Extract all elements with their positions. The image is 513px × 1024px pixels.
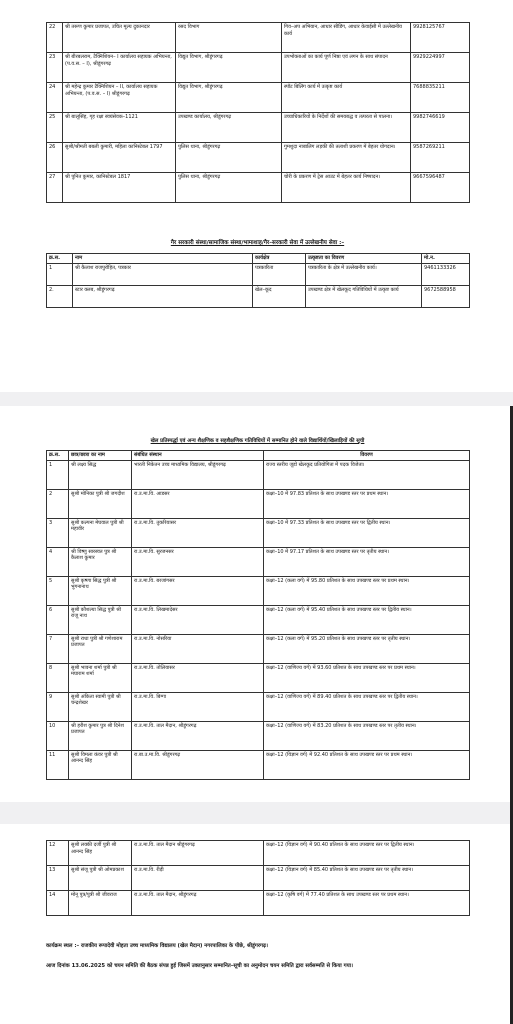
cell-mobile: 9461133326 <box>422 263 470 285</box>
cell-desc: कक्षा–10 में 97.83 प्रतिशत के साथ उपखण्ड स्तर पर प्रथम स्थान। <box>264 489 470 518</box>
col-header-institution: संबंधित संस्थान <box>132 451 264 461</box>
cell-name: सुश्री राधा पुत्री श्री गणेशाराम प्रजापत <box>69 634 132 663</box>
ngo-table <box>46 253 470 308</box>
table-row <box>47 750 470 779</box>
cell-sn: 2. <box>47 285 73 307</box>
cell-sn: 12 <box>47 841 69 866</box>
col-header-name: नाम <box>73 254 253 264</box>
cell-sn: 27 <box>47 173 63 203</box>
cell-name: सुश्री विमला कंवर पुत्री श्री आनन्द सिंह <box>69 750 132 779</box>
cell-dept: विद्युत विभाग, श्रीडूंगरगढ़ <box>176 53 282 83</box>
cell-inst: रा.उ.मा.वि. आडसर <box>132 489 264 518</box>
page-gap-1 <box>0 392 513 406</box>
cell-inst: भारती निकेतन उच्च माध्यमिक विद्यालय, श्रीडूंगरगढ़ <box>132 460 264 489</box>
col-header-mobile: मो.न. <box>422 254 470 264</box>
approval-note: आज दिनांक 13.06.2025 को चयन समिति की बैठक संपन्न हुई जिसमें उक्तानुसार सम्मानित–सूची का अनुमोदन चयन समिति द्वारा सर्वसम्मति से किया गया। <box>46 963 354 969</box>
cell-sn: 24 <box>47 83 63 113</box>
cell-inst: रा.उ.मा.वि. ताल मैदान, श्रीडूंगरगढ़ <box>132 721 264 750</box>
cell-mobile: 9929224997 <box>411 53 470 83</box>
table-header-row <box>47 451 470 461</box>
table-row <box>47 547 470 576</box>
cell-dept: रसद विभाग <box>176 23 282 53</box>
cell-sn: 4 <box>47 547 69 576</box>
cell-sn: 9 <box>47 692 69 721</box>
cell-work: चोरी के प्रकरण में ट्रेस आउट में बेहतर कार्य निष्पादन। <box>282 173 411 203</box>
cell-inst: रा.उ.मा.वि. ताल मैदान, श्रीडूंगरगढ़ <box>132 891 264 916</box>
cell-name: सुश्री/श्रीमती बबली कुमारी, महिला कानिस्टेबल 1797 <box>63 143 176 173</box>
cell-name: श्री पुनित कुमार, कानिस्टेबल 1817 <box>63 173 176 203</box>
table-row <box>47 663 470 692</box>
col-header-field: कार्यक्षेत्र <box>253 254 306 264</box>
cell-sn: 10 <box>47 721 69 750</box>
cell-mobile: 9982746619 <box>411 113 470 143</box>
cell-name: श्री बालूसिंह, गृह रक्षा स्वयंसेवक–1121 <box>63 113 176 143</box>
cell-name: श्री कैलाश राजपुरोहित, पत्रकार <box>73 263 253 285</box>
table-row <box>47 866 470 891</box>
cell-desc: कक्षा–12 (विज्ञान वर्ग) में 85.40 प्रतिशत के साथ उपखण्ड स्तर पर तृतीय स्थान। <box>264 866 470 891</box>
cell-sn: 5 <box>47 576 69 605</box>
cell-desc: कक्षा–12 (विज्ञान वर्ग) में 92.40 प्रतिशत के साथ उपखण्ड स्तर पर प्रथम स्थान। <box>264 750 470 779</box>
cell-work: उच्चाधिकारियों के निर्देशों की समयबद्ध व तत्परता से पालना। <box>282 113 411 143</box>
cell-inst: रा.उ.मा.वि. बिग्गा <box>132 692 264 721</box>
table-row <box>47 113 470 143</box>
cell-desc: कक्षा–12 (वाणिज्य वर्ग) में 93.60 प्रतिशत के साथ उपखण्ड स्तर पर प्रथम स्थान। <box>264 663 470 692</box>
cell-sn: 1 <box>47 460 69 489</box>
cell-name: सुश्री मोनिका पुत्री श्री जगदीश <box>69 489 132 518</box>
cell-desc: कक्षा–12 (कला वर्ग) में 95.20 प्रतिशत के साथ उपखण्ड स्तर पर तृतीय स्थान। <box>264 634 470 663</box>
cell-name: श्री हरीश कुमार पुत्र श्री दिनेश प्रजापत <box>69 721 132 750</box>
cell-inst: रा.उ.मा.वि. नोसरिया <box>132 634 264 663</box>
cell-dept: पुलिस थाना, श्रीडूंगरगढ़ <box>176 143 282 173</box>
cell-desc: कक्षा–12 (कला वर्ग) में 95.40 प्रतिशत के साथ उपखण्ड स्तर पर द्वितीय स्थान। <box>264 605 470 634</box>
cell-sn: 23 <box>47 53 63 83</box>
cell-inst: रा.उ.मा.वि. तोलियासर <box>132 663 264 692</box>
cell-desc: उपखण्ड क्षेत्र में खेलकूद गतिविधियों में उत्कृष्ट कार्य <box>306 285 422 307</box>
cell-dept: विद्युत विभाग, श्रीडूंगरगढ़ <box>176 83 282 113</box>
cell-work: गुमशुदा नाबालिग लड़की की तलाशी प्रकरण में बेहतर योगदान। <box>282 143 411 173</box>
cell-inst: रा.उ.मा.वि. लिखमादेसर <box>132 605 264 634</box>
table-row <box>47 518 470 547</box>
table-row <box>47 173 470 203</box>
cell-name: सुश्री अंकिता स्वामी पुत्री श्री चन्द्रशेखर <box>69 692 132 721</box>
table-row <box>47 143 470 173</box>
cell-name: सुश्री कृष्णा सिद्ध पुत्री श्री भुगनानाथ <box>69 576 132 605</box>
cell-sn: 8 <box>47 663 69 692</box>
table-header-row <box>47 254 470 264</box>
cell-name: सुश्री भावना शर्मा पुत्री श्री मघाराम शर्मा <box>69 663 132 692</box>
cell-name: श्री महेन्द्र कुमार टैक्निशियन – II, कार्यालय सहायक अभियन्ता, (प.व.स. – I) श्रीडूंगरगढ़ <box>63 83 176 113</box>
employee-table <box>46 22 470 203</box>
cell-sn: 22 <box>47 23 63 53</box>
cell-sn: 7 <box>47 634 69 663</box>
cell-sn: 26 <box>47 143 63 173</box>
cell-dept: उपखण्ड कार्यालय, श्रीडूंगरगढ़ <box>176 113 282 143</box>
table-row <box>47 721 470 750</box>
cell-mobile: 9587269211 <box>411 143 470 173</box>
cell-name: मोनू पुत्र/पुत्री श्री जीवराज <box>69 891 132 916</box>
page-gap-2 <box>0 802 513 824</box>
cell-name: श्री विष्णु सारस्वत पुत्र श्री कैलाश कुमार <box>69 547 132 576</box>
cell-work: उपभोक्ताओं का कार्य पूर्ण निष्ठा एवं लगन के साथ संपादन <box>282 53 411 83</box>
table-row <box>47 692 470 721</box>
cell-desc: पत्रकारिता के क्षेत्र में उल्लेखनीय कार्य। <box>306 263 422 285</box>
cell-name: श्री तरूण कुमार प्रजापत, उचित मूल्य दुकानदार <box>63 23 176 53</box>
table-row <box>47 83 470 113</box>
cell-sn: 13 <box>47 866 69 891</box>
cell-sn: 11 <box>47 750 69 779</box>
cell-inst: रा.बा.उ.मा.वि. श्रीडूंगरगढ़ <box>132 750 264 779</box>
students-table <box>46 450 470 780</box>
cell-name: सुश्री संजू पुत्री श्री ओमप्रकाश <box>69 866 132 891</box>
col-header-sn: क्र.स. <box>47 451 69 461</box>
cell-inst: रा.उ.मा.वि. तुकरियासर <box>132 518 264 547</box>
table-row <box>47 285 470 307</box>
cell-sn: 14 <box>47 891 69 916</box>
cell-mobile: 9928125767 <box>411 23 470 53</box>
cell-name: सुश्री लक्की दर्जी पुत्री श्री आनन्द सिंह <box>69 841 132 866</box>
cell-name: सुश्री कल्पना मेघवाल पुत्री श्री महावीर <box>69 518 132 547</box>
cell-name: स्टार क्लब, श्रीडूंगरगढ़ <box>73 285 253 307</box>
cell-sn: 3 <box>47 518 69 547</box>
col-header-name: छात्र/छात्रा का नाम <box>69 451 132 461</box>
cell-name: श्री लक्ष्य सिद्ध <box>69 460 132 489</box>
cell-desc: राज्य स्तरीय जूडो खेलकूद प्रतियोगिता में पदक विजेता। <box>264 460 470 489</box>
table-row <box>47 841 470 866</box>
cell-mobile: 7688835211 <box>411 83 470 113</box>
table-row <box>47 23 470 53</box>
table-row <box>47 489 470 518</box>
cell-inst: रा.उ.मा.वि. ताल मैदान श्रीडूंगरगढ़ <box>132 841 264 866</box>
cell-sn: 6 <box>47 605 69 634</box>
cell-sn: 1 <box>47 263 73 285</box>
cell-mobile: 9672588958 <box>422 285 470 307</box>
cell-work: गिव–अप अभियान, आधार सीडिंग, आधार केवाईसी में उल्लेखनीय कार्य <box>282 23 411 53</box>
table-row <box>47 460 470 489</box>
cell-desc: कक्षा–12 (विज्ञान वर्ग) में 90.40 प्रतिशत के साथ उपखण्ड स्तर पर द्वितीय स्थान। <box>264 841 470 866</box>
cell-mobile: 9667596487 <box>411 173 470 203</box>
table-row <box>47 576 470 605</box>
table-row <box>47 263 470 285</box>
col-header-desc: विवरण <box>264 451 470 461</box>
col-header-desc: उत्कृष्टता का विवरण <box>306 254 422 264</box>
cell-dept: पुलिस थाना, श्रीडूंगरगढ़ <box>176 173 282 203</box>
cell-work: स्पॉट बिलिंग कार्य में उत्कृष्ट कार्य <box>282 83 411 113</box>
cell-inst: रा.उ.मा.वि. सुरजनसर <box>132 547 264 576</box>
cell-desc: कक्षा–12 (कला वर्ग) में 95.80 प्रतिशत के साथ उपखण्ड स्तर पर प्रथम स्थान। <box>264 576 470 605</box>
section-heading-students: खेल प्रतिस्पर्द्धा एवं अन्य शैक्षणिक व सहशैक्षणिक गतिविधियों में सम्मानित होने वाले विद्यार्थियों/खिलाड़ियों की सूची <box>150 438 365 444</box>
cell-desc: कक्षा–10 में 97.17 प्रतिशत के साथ उपखण्ड स्तर पर तृतीय स्थान। <box>264 547 470 576</box>
cell-name: सुश्री कौशल्या सिद्ध पुत्री श्री राजू नाथ <box>69 605 132 634</box>
cell-field: खेल–कूद <box>253 285 306 307</box>
table-row <box>47 605 470 634</box>
table-row <box>47 53 470 83</box>
cell-name: श्री बीरबलराम, टैक्निशियन– I कार्यालय सहायक अभियन्ता, (प.व.स. – I), श्रीडूंगरगढ़ <box>63 53 176 83</box>
table-row <box>47 891 470 916</box>
cell-desc: कक्षा–12 (वाणिज्य वर्ग) में 89.40 प्रतिशत के साथ उपखण्ड स्तर पर द्वितीय स्थान। <box>264 692 470 721</box>
col-header-sn: क्र.स. <box>47 254 73 264</box>
cell-field: पत्रकारिता <box>253 263 306 285</box>
table-row <box>47 634 470 663</box>
cell-desc: कक्षा–10 में 97.33 प्रतिशत के साथ उपखण्ड स्तर पर द्वितीय स्थान। <box>264 518 470 547</box>
venue-text: कार्यक्रम स्थल :– राजकीय रूपादेवी मोहता उच्च माध्यमिक विद्यालय (खेल मैदान) नगरपालिका के पीछे, श्रीडूंगरगढ़। <box>46 943 268 949</box>
cell-desc: कक्षा–12 (कृषि वर्ग) में 77.40 प्रतिशत के साथ उपखण्ड स्तर पर प्रथम स्थान। <box>264 891 470 916</box>
cell-inst: रा.उ.मा.वि. बरजांगसर <box>132 576 264 605</box>
students-table-continued <box>46 840 470 916</box>
cell-sn: 2 <box>47 489 69 518</box>
cell-sn: 25 <box>47 113 63 143</box>
cell-desc: कक्षा–12 (वाणिज्य वर्ग) में 83.20 प्रतिशत के साथ उपखण्ड स्तर पर तृतीय स्थान। <box>264 721 470 750</box>
cell-inst: रा.उ.मा.वि. रीड़ी <box>132 866 264 891</box>
section-heading-ngo: गैर सरकारी संस्था/सामाजिक संस्था/भामाशाह/गैर–सरकारी सेवा में उल्लेखनीय सेवा :– <box>170 240 345 246</box>
